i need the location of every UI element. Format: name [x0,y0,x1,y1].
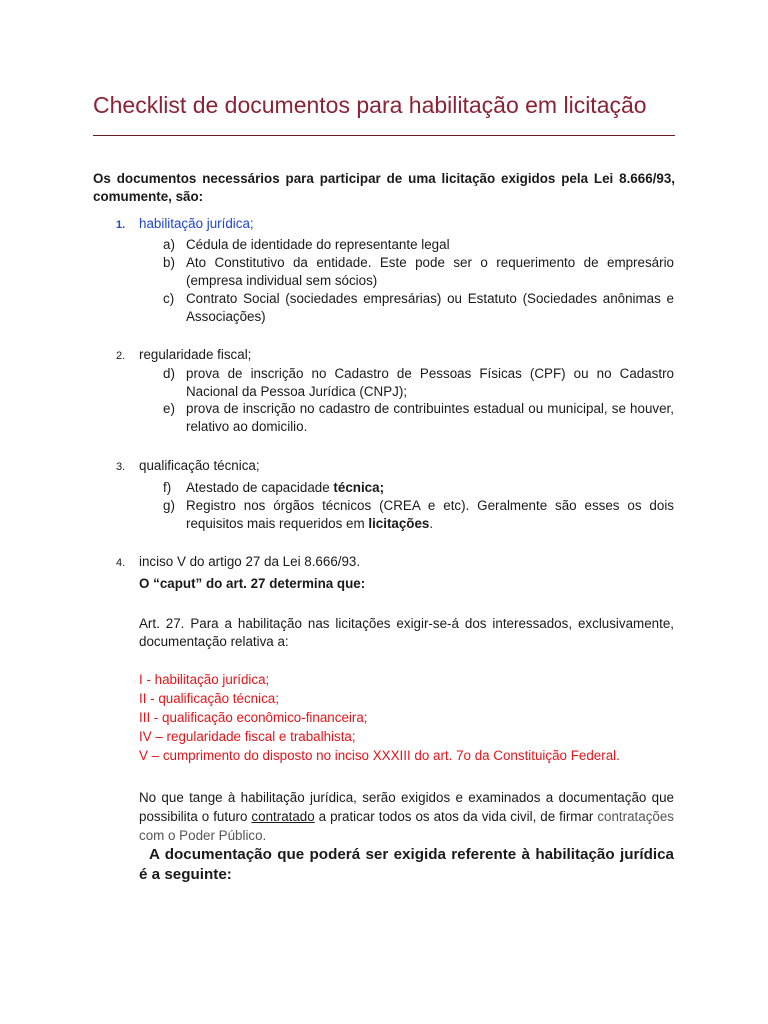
item-b-text: Ato Constitutivo da entidade. Este pode ser o requerimento de empresário (empresa individual sem sócios) [186,255,674,288]
article-item-3: III - qualificação econômico-financeira; [139,710,368,725]
final-heading: A documentação que poderá ser exigida referente à habilitação jurídica é a seguinte: [139,846,674,883]
item-g-letter: g) [163,498,175,513]
section-2-number: 2. [116,350,126,362]
article-item-1: I - habilitação jurídica; [139,672,270,687]
item-d-letter: d) [163,366,175,381]
item-b-letter: b) [163,255,175,270]
closing-paragraph: No que tange à habilitação jurídica, serão exigidos e examinados a documentação que possibilita o futuro contratado a praticar todos os atos da vida civil, de firmar contratações com o Poder Público. [139,790,674,843]
item-e-text: prova de inscrição no cadastro de contribuintes estadual ou municipal, se houver, relativo ao domicilio. [186,401,674,434]
title-divider [93,135,675,136]
article-item-5: V – cumprimento do disposto no inciso XXXIII do art. 7o da Constituição Federal. [139,748,620,763]
item-c-letter: c) [163,291,175,306]
section-3-number: 3. [116,461,126,473]
item-a-letter: a) [163,237,175,252]
article-item-2: II - qualificação técnica; [139,691,279,706]
page-title: Checklist de documentos para habilitação em licitação [93,92,647,118]
article-27-text: Art. 27. Para a habilitação nas licitações exigir-se-á dos interessados, exclusivamente, documentação relativa a: [139,616,674,649]
item-d-text: prova de inscrição no Cadastro de Pessoas Físicas (CPF) ou no Cadastro Nacional da Pessoa Jurídica (CNPJ); [186,366,674,399]
article-item-4: IV – regularidade fiscal e trabalhista; [139,729,356,744]
item-g-text: Registro nos órgãos técnicos (CREA e etc). Geralmente são esses os dois requisitos mais requeridos em licitações. [186,498,674,531]
section-4-number: 4. [116,557,126,569]
section-1-heading: habilitação jurídica; [139,216,254,231]
item-f-letter: f) [163,480,172,495]
contratado-link: contratado [251,809,315,824]
caput-line: O “caput” do art. 27 determina que: [139,576,366,591]
intro-paragraph: Os documentos necessários para participar de uma licitação exigidos pela Lei 8.666/93, comumente, são: [93,171,675,204]
section-2-heading: regularidade fiscal; [139,347,252,362]
section-1-number: 1. [116,219,126,231]
item-c-text: Contrato Social (sociedades empresárias) ou Estatuto (Sociedades anônimas e Associações) [186,291,674,324]
item-e-letter: e) [163,401,175,416]
item-a-text: Cédula de identidade do representante legal [186,237,450,252]
item-f-text: Atestado de capacidade técnica; [186,480,385,495]
section-3-heading: qualificação técnica; [139,458,260,473]
section-4-heading: inciso V do artigo 27 da Lei 8.666/93. [139,554,361,569]
